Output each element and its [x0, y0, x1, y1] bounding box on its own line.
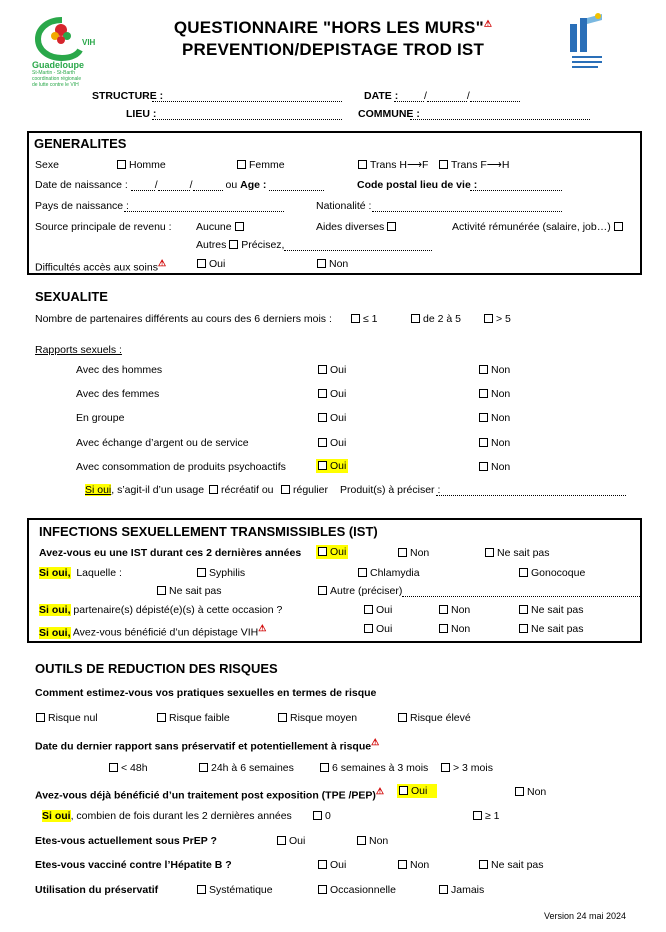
checkbox[interactable] [439, 605, 448, 614]
option-label: Aucune [196, 221, 232, 233]
checkbox[interactable] [473, 811, 482, 820]
checkbox[interactable] [515, 787, 524, 796]
option-label: Oui [330, 412, 347, 424]
outils-q6: Utilisation du préservatif [35, 884, 159, 896]
usage-row [85, 484, 204, 496]
usage-regulier[interactable] [281, 484, 328, 496]
lieu-field[interactable] [152, 110, 342, 120]
checkbox[interactable] [36, 713, 45, 722]
option-label: Activité rémunérée (salaire, job…) [452, 221, 611, 233]
outils-q3 [35, 786, 384, 802]
tpe-count-row [42, 810, 292, 822]
year-field[interactable] [193, 181, 223, 191]
usage-text: , s’agit-il d’un usage [111, 484, 205, 496]
checkbox[interactable] [398, 548, 407, 557]
produits-field[interactable] [436, 486, 626, 496]
rapport-femmes-label: Avec des femmes [76, 388, 160, 400]
ist-q1: Avez-vous eu une IST durant ces 2 dernières années [39, 547, 302, 559]
checkbox[interactable] [479, 413, 488, 422]
checkbox[interactable] [278, 713, 287, 722]
checkbox[interactable] [387, 222, 396, 231]
outils-q1: Comment estimez-vous vos pratiques sexuelles en termes de risque [35, 687, 377, 699]
ist-autre[interactable] [318, 585, 642, 597]
rapport-hommes-non[interactable] [479, 364, 510, 376]
checkbox[interactable] [281, 485, 290, 494]
naissance-label: Date de naissance : [35, 179, 128, 191]
risque-nul[interactable] [36, 712, 98, 724]
checkbox[interactable] [209, 485, 218, 494]
checkbox[interactable] [364, 624, 373, 633]
option-label: Non [491, 412, 511, 424]
option-label: Ne sait pas [491, 859, 544, 871]
revenu-aucune[interactable] [196, 221, 247, 233]
checkbox[interactable] [519, 568, 528, 577]
ist-gonocoque[interactable] [519, 567, 585, 579]
preservatif-systematique[interactable] [197, 884, 273, 896]
vhb-nsp[interactable] [479, 859, 544, 871]
option-label: régulier [293, 484, 329, 496]
rapport-argent-oui[interactable] [318, 437, 346, 449]
logo-mark-text: VIH [82, 38, 96, 47]
checkbox[interactable] [318, 438, 327, 447]
option-label: Ne sait pas [169, 585, 222, 597]
warning-icon: ⚠ [371, 737, 380, 747]
checkbox[interactable] [229, 240, 238, 249]
outils-title: OUTILS DE REDUCTION DES RISQUES [35, 661, 278, 676]
option-label: Homme [129, 159, 166, 171]
structure-field[interactable] [152, 92, 342, 102]
option-label: Occasionnelle [330, 884, 396, 896]
option-label: Oui [330, 437, 347, 449]
structure-label: STRUCTURE : [92, 90, 164, 102]
option-label: > 3 mois [453, 762, 493, 774]
sexe-trans-hf[interactable] [358, 159, 428, 171]
day-field[interactable] [131, 181, 155, 191]
ist-q2-row [39, 604, 282, 616]
vhb-oui[interactable] [318, 859, 346, 871]
warning-icon: ⚠ [258, 623, 267, 633]
ist-q1-non[interactable] [398, 547, 429, 559]
title-line-2: PREVENTION/DEPISTAGE TROD IST [181, 40, 485, 59]
option-label: Oui [289, 835, 306, 847]
preservatif-jamais[interactable] [439, 884, 484, 896]
pays-label: Pays de naissance : [35, 200, 129, 212]
checkbox[interactable] [439, 160, 448, 169]
option-label: Non [410, 859, 430, 871]
soins-text: Difficultés accès aux soins [35, 261, 158, 274]
option-label: Systématique [209, 884, 273, 896]
ist-q3-text: Avez-vous bénéficié d’un dépistage VIH [70, 626, 259, 639]
age-field[interactable] [269, 181, 324, 191]
rapport-psycho-oui[interactable] [316, 459, 348, 473]
revenu-label: Source principale de revenu : [35, 221, 172, 233]
checkbox[interactable] [318, 586, 327, 595]
option-label: ≥ 1 [485, 810, 500, 822]
option-label: Oui [330, 364, 347, 376]
option-label: 24h à 6 semaines [211, 762, 294, 774]
option-label: Gonocoque [531, 567, 586, 579]
option-label: récréatif ou [221, 484, 274, 496]
date-24h-6s[interactable] [199, 762, 294, 774]
rapport-psycho-label: Avec consommation de produits psychoactifs [76, 461, 286, 473]
revenu-aides[interactable] [316, 221, 399, 233]
preservatif-occasionnelle[interactable] [318, 884, 396, 896]
date-field[interactable]: / / [394, 90, 520, 102]
risque-moyen[interactable] [278, 712, 357, 724]
checkbox[interactable] [439, 624, 448, 633]
checkbox[interactable] [398, 860, 407, 869]
si-oui-label: Si oui, [39, 626, 71, 639]
option-label: Oui [330, 546, 347, 558]
rapport-argent-non[interactable] [479, 437, 510, 449]
title-line-1 [0, 18, 666, 38]
option-label: Oui [376, 604, 393, 616]
version-text: Version 24 mai 2024 [544, 911, 627, 921]
checkbox[interactable] [479, 438, 488, 447]
checkbox[interactable] [117, 160, 126, 169]
commune-field[interactable] [410, 110, 590, 120]
checkbox[interactable] [109, 763, 118, 772]
ist-q3-nsp[interactable] [519, 623, 584, 635]
checkbox[interactable] [318, 461, 327, 470]
checkbox[interactable] [318, 389, 327, 398]
option-label: Risque nul [48, 712, 98, 724]
checkbox[interactable] [157, 713, 166, 722]
tpe-non[interactable] [515, 786, 546, 798]
option-label: Oui [411, 785, 428, 797]
option-label: Non [491, 364, 511, 376]
option-label: Trans F⟶H [451, 159, 510, 171]
option-label: Oui [330, 388, 347, 400]
option-label: Non [329, 258, 349, 270]
si-oui-label: Si oui [85, 484, 112, 496]
option-label: Syphilis [209, 567, 246, 579]
q3-text: Avez-vous déjà bénéficié d’un traitement post exposition (TPE /PEP) [35, 789, 376, 802]
date-lt48h[interactable] [109, 762, 148, 774]
option-label: Ne sait pas [531, 623, 584, 635]
checkbox[interactable] [277, 836, 286, 845]
si-oui-label: Si oui [42, 810, 71, 822]
logo-line-2: St-Martin - St-Barth [32, 70, 76, 76]
option-label: Trans H⟶F [370, 159, 429, 171]
soins-oui[interactable] [197, 258, 225, 270]
rapport-femmes-oui[interactable] [318, 388, 346, 400]
rapports-label: Rapports sexuels : [35, 344, 122, 356]
option-label: Non [451, 604, 471, 616]
precisez-field[interactable] [284, 241, 432, 251]
checkbox[interactable] [519, 624, 528, 633]
option-label: ≤ 1 [363, 313, 378, 325]
rapport-groupe-non[interactable] [479, 412, 510, 424]
option-label: Non [491, 388, 511, 400]
rapport-groupe-label: En groupe [76, 412, 125, 424]
q3b-text: , combien de fois durant les 2 dernières années [70, 810, 292, 822]
soins-label [35, 258, 166, 274]
ist-q2-non[interactable] [439, 604, 470, 616]
option-label: Femme [249, 159, 285, 171]
logo-line-3: coordination régionale [32, 76, 82, 82]
ist-nsp[interactable] [157, 585, 222, 597]
option-label: Risque élevé [410, 712, 471, 724]
tpe-count-ge1[interactable] [473, 810, 500, 822]
lieu-label: LIEU : [126, 108, 157, 120]
autre-field[interactable] [402, 587, 642, 597]
q2-text: Date du dernier rapport sans préservatif et potentiellement à risque [35, 740, 372, 753]
title-1-text: QUESTIONNAIRE "HORS LES MURS" [173, 18, 484, 37]
vhb-non[interactable] [398, 859, 429, 871]
rapport-groupe-oui[interactable] [318, 412, 346, 424]
option-label: Jamais [451, 884, 485, 896]
laquelle-row [39, 567, 122, 579]
ist-q1-oui[interactable] [316, 545, 348, 559]
date-gt3m[interactable] [441, 762, 493, 774]
checkbox[interactable] [484, 314, 493, 323]
option-label: Oui [330, 460, 347, 472]
checkbox[interactable] [439, 885, 448, 894]
option-label: Oui [376, 623, 393, 635]
checkbox[interactable] [358, 568, 367, 577]
rapport-argent-label: Avec échange d’argent ou de service [76, 437, 249, 449]
tpe-count-0[interactable] [313, 810, 331, 822]
checkbox[interactable] [197, 568, 206, 577]
revenu-activite[interactable] [452, 221, 626, 233]
option-label: 6 semaines à 3 mois [332, 762, 429, 774]
option-label: 0 [325, 810, 331, 822]
option-label: de 2 à 5 [423, 313, 461, 325]
month-field[interactable] [158, 181, 190, 191]
option-label: > 5 [496, 313, 511, 325]
checkbox[interactable] [399, 786, 408, 795]
checkbox[interactable] [485, 548, 494, 557]
checkbox[interactable] [364, 605, 373, 614]
ou-text: ou [225, 179, 238, 191]
outils-q2 [35, 737, 379, 753]
checkbox[interactable] [479, 365, 488, 374]
checkbox[interactable] [157, 586, 166, 595]
option-label: Oui [209, 258, 226, 270]
commune-label: COMMUNE : [358, 108, 420, 120]
warning-icon: ⚠ [483, 18, 493, 29]
checkbox[interactable] [318, 413, 327, 422]
checkbox[interactable] [614, 222, 623, 231]
checkbox[interactable] [357, 836, 366, 845]
sexe-trans-fh[interactable] [439, 159, 509, 171]
si-oui-label: Si oui, [39, 567, 71, 579]
ist-syphilis[interactable] [197, 567, 245, 579]
option-label: Risque moyen [290, 712, 358, 724]
checkbox[interactable] [235, 222, 244, 231]
sexe-label: Sexe [35, 159, 59, 171]
checkbox[interactable] [318, 365, 327, 374]
tpe-oui[interactable] [397, 784, 437, 798]
checkbox[interactable] [479, 389, 488, 398]
ist-q2-oui[interactable] [364, 604, 392, 616]
option-label: Risque faible [169, 712, 230, 724]
produits-label: Produit(s) à préciser : [340, 484, 441, 496]
option-label: Ne sait pas [531, 604, 584, 616]
revenu-autres[interactable] [196, 239, 432, 251]
laquelle-label: Laquelle : [76, 567, 122, 579]
cp-label: Code postal lieu de vie : [357, 179, 478, 191]
option-label: Non [369, 835, 389, 847]
checkbox[interactable] [317, 259, 326, 268]
ist-q1-nsp[interactable] [485, 547, 550, 559]
ist-title: INFECTIONS SEXUELLEMENT TRANSMISSIBLES (IST) [39, 524, 378, 539]
option-label: Non [491, 437, 511, 449]
naissance-row: Date de naissance : / / ou Age : [35, 179, 324, 191]
checkbox[interactable] [318, 547, 327, 556]
checkbox[interactable] [318, 885, 327, 894]
si-oui-label: Si oui, [39, 604, 71, 616]
option-label: Aides diverses [316, 221, 385, 233]
ist-q2-nsp[interactable] [519, 604, 584, 616]
logo-line-1: Guadeloupe [32, 60, 85, 70]
risque-faible[interactable] [157, 712, 230, 724]
checkbox[interactable] [351, 314, 360, 323]
option-label: Oui [330, 859, 347, 871]
checkbox[interactable] [199, 763, 208, 772]
generalites-title: GENERALITES [34, 136, 127, 151]
checkbox[interactable] [320, 763, 329, 772]
partenaires-label: Nombre de partenaires différents au cours des 6 derniers mois : [35, 313, 332, 325]
ist-q2-text: partenaire(s) dépisté(e)(s) à cette occasion ? [70, 604, 283, 616]
age-label: Age : [240, 179, 267, 191]
option-label: Non [491, 461, 511, 473]
rapport-hommes-oui[interactable] [318, 364, 346, 376]
date-6s-3m[interactable] [320, 762, 428, 774]
option-label: Chlamydia [370, 567, 420, 579]
rapport-psycho-non[interactable] [479, 461, 510, 473]
checkbox[interactable] [197, 259, 206, 268]
checkbox[interactable] [411, 314, 420, 323]
option-label: Précisez, [241, 239, 285, 251]
prep-non[interactable] [357, 835, 388, 847]
warning-icon: ⚠ [157, 258, 167, 268]
soins-non[interactable] [317, 258, 348, 270]
checkbox[interactable] [313, 811, 322, 820]
warning-icon: ⚠ [375, 786, 384, 796]
partenaires-gt5[interactable] [484, 313, 511, 325]
checkbox[interactable] [398, 713, 407, 722]
nationalite-field[interactable] [372, 202, 562, 212]
partenaires-le1[interactable] [351, 313, 378, 325]
pays-field[interactable] [124, 202, 284, 212]
option-label: Autre (préciser) [330, 585, 403, 597]
checkbox[interactable] [479, 462, 488, 471]
sexualite-title: SEXUALITE [35, 289, 108, 304]
option-label: Non [527, 786, 547, 798]
option-label: Non [451, 623, 471, 635]
checkbox[interactable] [237, 160, 246, 169]
sexe-femme[interactable] [237, 159, 285, 171]
rapport-femmes-non[interactable] [479, 388, 510, 400]
prep-oui[interactable] [277, 835, 305, 847]
option-label: < 48h [121, 762, 148, 774]
logo-line-4: de lutte contre le VIH [32, 82, 79, 88]
rapport-hommes-label: Avec des hommes [76, 364, 163, 376]
ist-chlamydia[interactable] [358, 567, 420, 579]
outils-q4: Etes-vous actuellement sous PrEP ? [35, 835, 217, 847]
sexe-homme[interactable] [117, 159, 166, 171]
ist-q3-row [39, 623, 266, 639]
checkbox[interactable] [358, 160, 367, 169]
partenaires-2a5[interactable] [411, 313, 461, 325]
checkbox[interactable] [479, 860, 488, 869]
outils-q5: Etes-vous vacciné contre l’Hépatite B ? [35, 859, 232, 871]
checkbox[interactable] [197, 885, 206, 894]
option-label: Autres [196, 239, 227, 251]
risque-eleve[interactable] [398, 712, 471, 724]
option-label: Non [410, 547, 430, 559]
checkbox[interactable] [441, 763, 450, 772]
checkbox[interactable] [519, 605, 528, 614]
nationalite-label: Nationalité : [316, 200, 372, 212]
option-label: Ne sait pas [497, 547, 550, 559]
ist-q3-non[interactable] [439, 623, 470, 635]
date-label: DATE : [364, 90, 399, 102]
ist-q3-oui[interactable] [364, 623, 392, 635]
usage-recreatif[interactable] [209, 484, 274, 496]
checkbox[interactable] [318, 860, 327, 869]
cp-field[interactable] [470, 181, 562, 191]
